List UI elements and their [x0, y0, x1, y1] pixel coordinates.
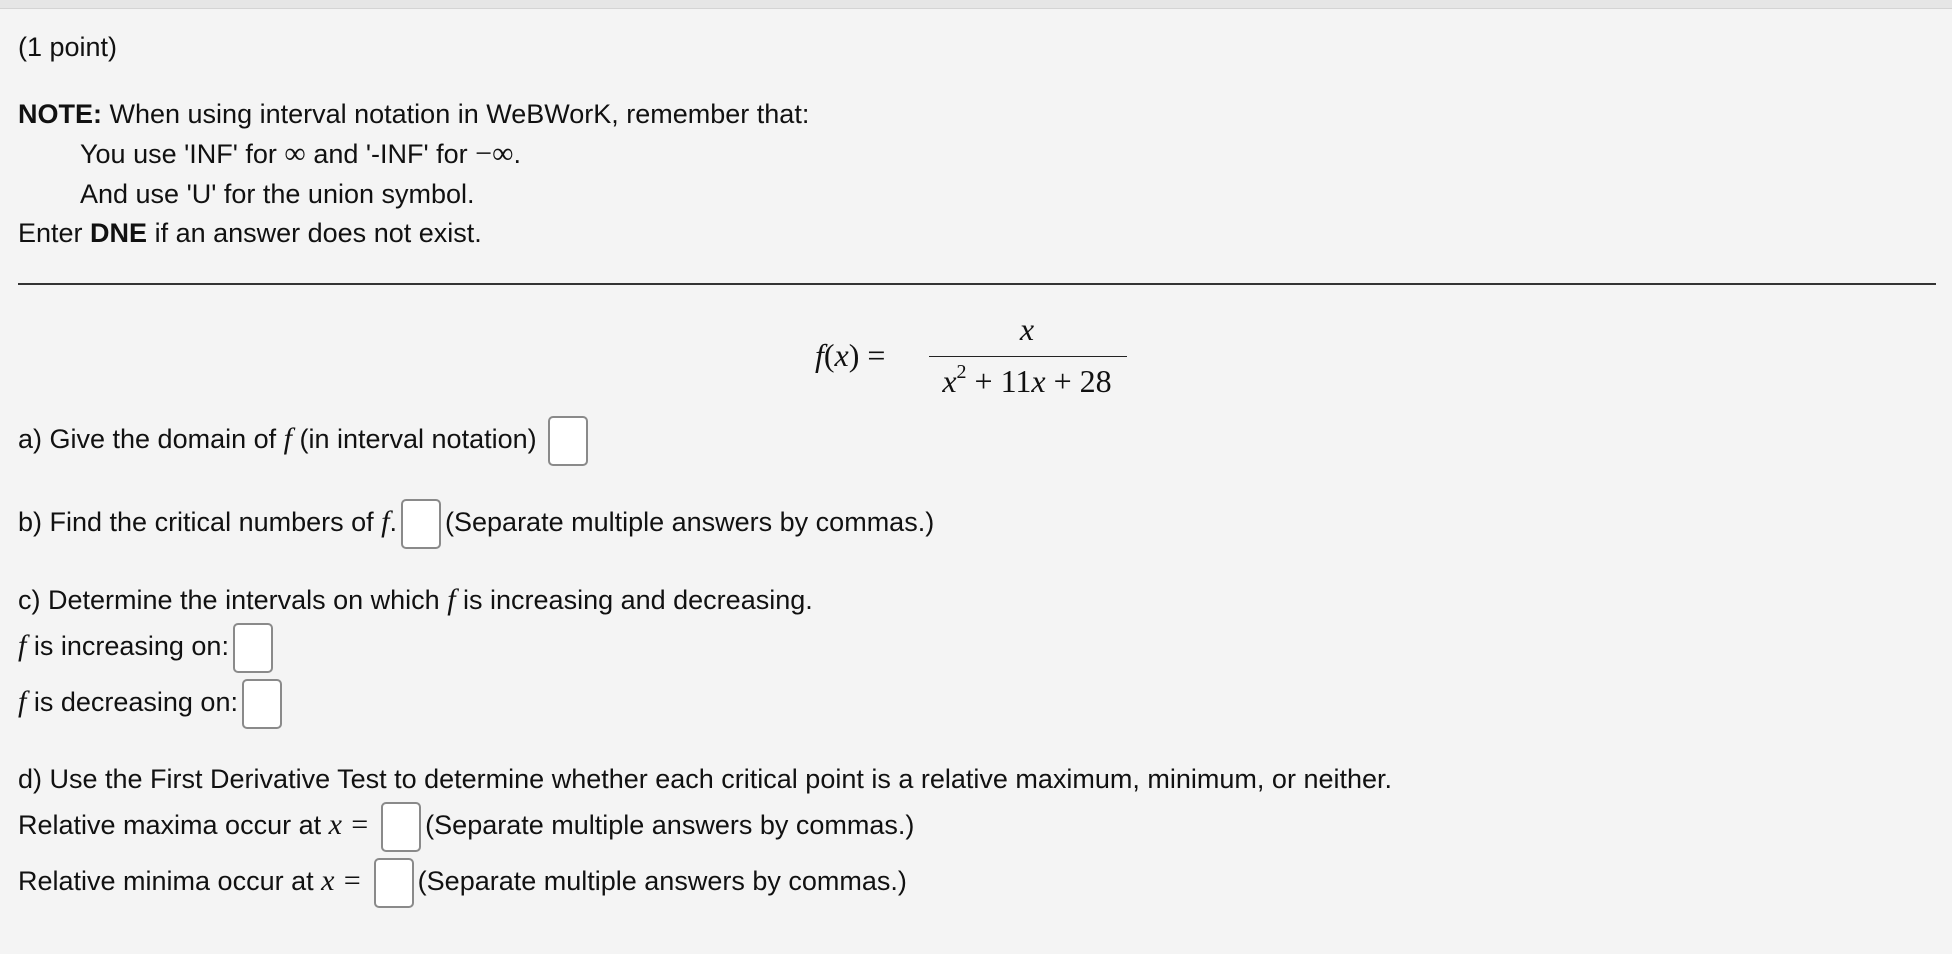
minima-input[interactable] [374, 858, 414, 908]
maxima-line: Relative maxima occur at x = (Separate multiple answers by commas.) [18, 799, 914, 852]
dne-label: DNE [90, 218, 148, 248]
minima-line: Relative minima occur at x = (Separate multiple answers by commas.) [18, 855, 907, 908]
critical-numbers-input[interactable] [401, 499, 441, 549]
increasing-line: f is increasing on: [18, 620, 277, 673]
top-bar [0, 0, 1952, 9]
part-a: a) Give the domain of f (in interval notation) [18, 413, 592, 466]
formula-lhs: f(x) = [815, 337, 886, 373]
decreasing-line: f is decreasing on: [18, 676, 286, 729]
note-inf-line: You use 'INF' for ∞ and '-INF' for −∞. [80, 137, 521, 170]
infinity-symbol: ∞ [284, 137, 306, 170]
divider [18, 283, 1936, 285]
note-dne-line: Enter DNE if an answer does not exist. [18, 218, 482, 248]
neg-infinity-symbol: −∞ [475, 137, 514, 170]
part-b: b) Find the critical numbers of f. (Separate multiple answers by commas.) [18, 496, 934, 549]
points-label: (1 point) [18, 32, 118, 62]
maxima-input[interactable] [381, 802, 421, 852]
formula-denominator: $x^2 + 11x + 28$ [942, 361, 1112, 399]
part-c: c) Determine the intervals on which f is increasing and decreasing. [18, 583, 813, 616]
fraction-bar [929, 356, 1127, 357]
part-d: d) Use the First Derivative Test to determine whether each critical point is a relative maximum, minimum, or neither. [18, 764, 1393, 794]
note-label: NOTE: [18, 99, 102, 129]
problem-page [0, 9, 1952, 954]
formula-numerator: x [1019, 311, 1035, 347]
note-union-line: And use 'U' for the union symbol. [80, 179, 475, 209]
note-line: NOTE: When using interval notation in WeBWorK, remember that: [18, 99, 810, 129]
increasing-input[interactable] [233, 623, 273, 673]
domain-input[interactable] [548, 416, 588, 466]
decreasing-input[interactable] [242, 679, 282, 729]
